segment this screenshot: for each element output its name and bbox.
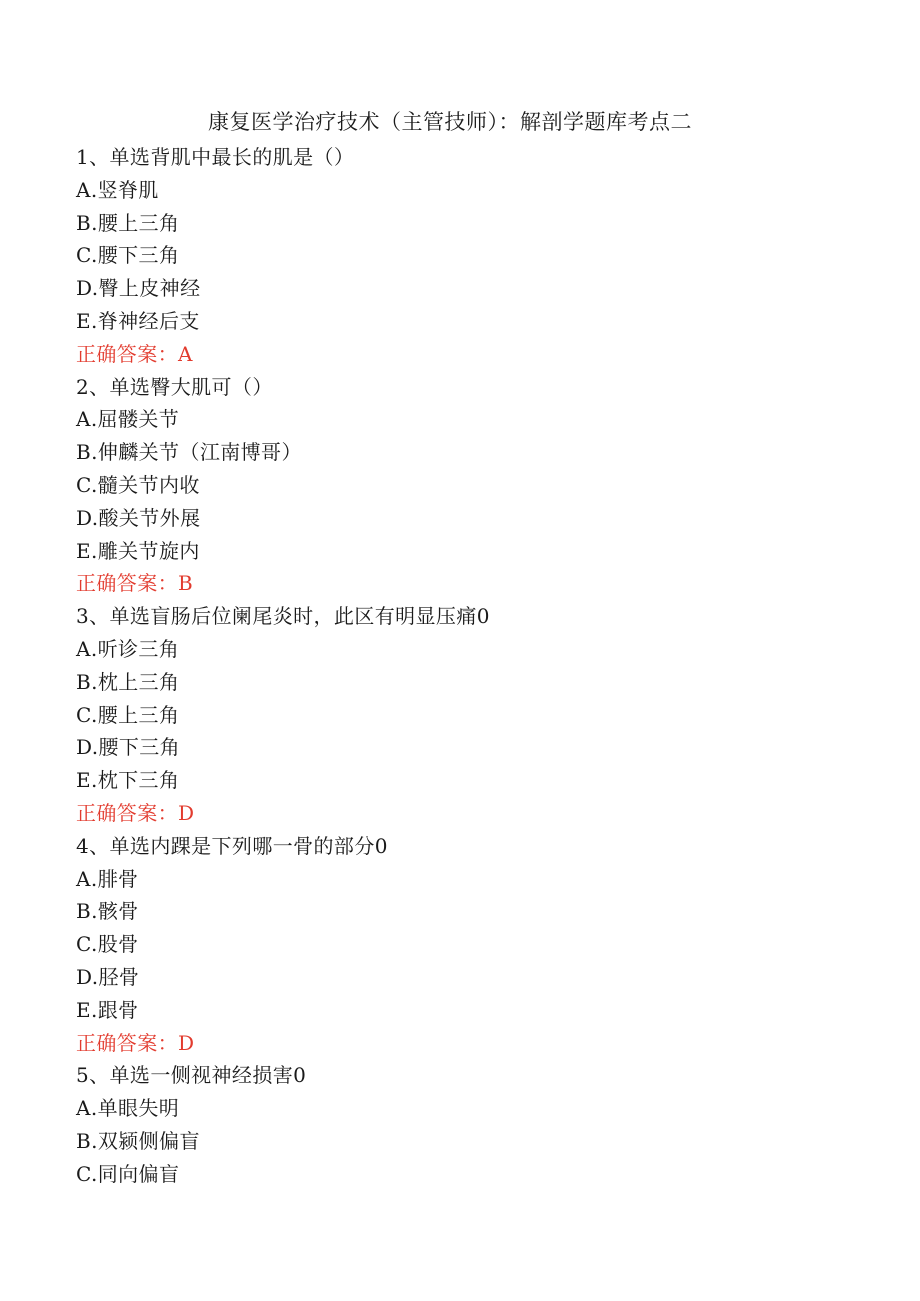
option-b: B.枕上三角 bbox=[76, 669, 180, 694]
option-c: C.腰下三角 bbox=[76, 243, 180, 268]
option-e: E.雕关节旋内 bbox=[76, 538, 200, 563]
option-a: A.竖脊肌 bbox=[76, 177, 159, 202]
option-a: A.单眼失明 bbox=[76, 1096, 180, 1121]
question-stem: 1、单选背肌中最长的肌是（） bbox=[76, 145, 355, 169]
option-c: C.股骨 bbox=[76, 932, 139, 957]
option-a: A.屈髅关节 bbox=[76, 407, 180, 432]
question-stem: 3、单选盲肠后位阑尾炎时，此区有明显压痛0 bbox=[76, 604, 490, 629]
option-d: D.酸关节外展 bbox=[76, 505, 201, 530]
option-d: D.腰下三角 bbox=[76, 735, 181, 760]
question-stem: 2、单选臀大肌可（） bbox=[76, 374, 273, 399]
option-b: B.腰上三角 bbox=[76, 210, 180, 235]
option-b: B.骸骨 bbox=[76, 899, 139, 924]
question-stem: 4、单选内踝是下列哪一骨的部分0 bbox=[76, 833, 388, 858]
option-a: A.腓骨 bbox=[76, 866, 139, 891]
correct-answer: 正确答案：B bbox=[76, 571, 194, 596]
option-b: B.伸麟关节（江南博哥） bbox=[76, 440, 302, 465]
option-e: E.枕下三角 bbox=[76, 768, 180, 793]
option-d: D.胫骨 bbox=[76, 964, 140, 989]
correct-answer: 正确答案：D bbox=[76, 1030, 195, 1055]
document-title: 康复医学治疗技术（主管技师）：解剖学题库考点二 bbox=[208, 110, 692, 134]
option-b: B.双颍侧偏盲 bbox=[76, 1128, 200, 1153]
option-c: C.腰上三角 bbox=[76, 702, 180, 727]
question-stem: 5、单选一侧视神经损害0 bbox=[76, 1063, 307, 1088]
question-list bbox=[76, 141, 856, 1191]
option-c: C.同向偏盲 bbox=[76, 1161, 180, 1186]
option-c: C.髓关节内收 bbox=[76, 472, 200, 497]
option-e: E.脊神经后支 bbox=[76, 308, 200, 333]
correct-answer: 正确答案：D bbox=[76, 800, 195, 825]
correct-answer: 正确答案：A bbox=[76, 341, 193, 366]
option-d: D.臀上皮神经 bbox=[76, 276, 201, 301]
option-a: A.听诊三角 bbox=[76, 636, 180, 661]
option-e: E.跟骨 bbox=[76, 997, 139, 1022]
